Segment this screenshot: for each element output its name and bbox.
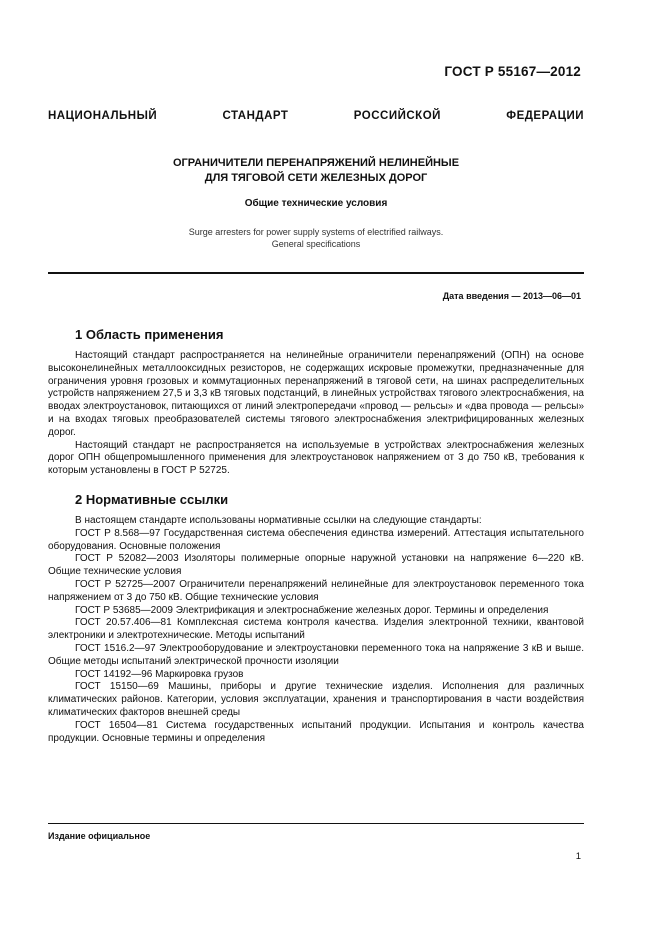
paragraph: Настоящий стандарт не распространяется на используемые в устройствах электроснабжения железных дорог ОПН общепромышленного применения для электроустановок напряжением от 3 до 750 кВ, требования к которым установлены в ГОСТ Р 52725. (48, 439, 584, 477)
document-body (48, 327, 584, 745)
official-edition-label: Издание официальное (48, 831, 151, 841)
reference-item: ГОСТ Р 53685—2009 Электрификация и электроснабжение железных дорог. Термины и определения (75, 604, 549, 616)
title-line-1: ОГРАНИЧИТЕЛИ ПЕРЕНАПРЯЖЕНИЙ НЕЛИНЕЙНЫЕ (172, 157, 460, 169)
page-number: 1 (575, 851, 581, 862)
document-subtitle: Общие технические условия (244, 198, 388, 209)
reference-item: ГОСТ 16504—81 Система государственных испытаний продукции. Испытания и контроль качества продукции. Основные термины и определения (48, 719, 584, 744)
footer-divider (48, 823, 584, 824)
reference-item: ГОСТ Р 52082—2003 Изоляторы полимерные опорные наружной установки на напряжение 6—220 кВ. Общие технические условия (48, 553, 584, 578)
national-standard-banner: НАЦИОНАЛЬНЫЙ СТАНДАРТ РОССИЙСКОЙ ФЕДЕРАЦИИ (48, 110, 584, 122)
introduction-date: Дата введения — 2013—06—01 (442, 291, 581, 301)
section-scope (48, 327, 584, 478)
title-line-2: ДЛЯ ТЯГОВОЙ СЕТИ ЖЕЛЕЗНЫХ ДОРОГ (204, 172, 428, 184)
english-title (48, 226, 584, 250)
section-normative-references (48, 492, 584, 745)
title-divider (48, 272, 584, 274)
reference-item: ГОСТ 20.57.406—81 Комплексная система контроля качества. Изделия электронной техники, квантовой электроники и электротехнические. Методы испытаний (48, 617, 584, 642)
reference-item: ГОСТ 14192—96 Маркировка грузов (75, 668, 244, 680)
gost-number: ГОСТ Р 55167—2012 (444, 64, 581, 79)
paragraph: Настоящий стандарт распространяется на нелинейные ограничители перенапряжений (ОПН) на основе высоконелинейных металлооксидных резисторов, не содержащих искровые промежутки, предназначенные для ограничения уровня грозовых и коммутационных перенапряжений в тяговой сети, на шинах распределительных устройств напряжением 27,5 и 3,3 кВ тяговых подстанций, в линейных устройствах тягового электроснабжения, на вводах электроустановок, питающихся от линий электропередачи «провод — рельсы» и «два провода — рельсы» и на входах тяговых преобразователей системы тягового электроснабжения электрифицированных железных дорог. (48, 350, 584, 438)
english-title-line-1: Surge arresters for power supply systems of electrified railways. (188, 227, 444, 237)
reference-item: ГОСТ 15150—69 Машины, приборы и другие технические изделия. Исполнения для различных климатических районов. Категории, условия эксплуатации, хранения и транспортирования в части воздействия климатических факторов внешней среды (48, 681, 584, 718)
paragraph: В настоящем стандарте использованы нормативные ссылки на следующие стандарты: (75, 514, 482, 526)
reference-item: ГОСТ 1516.2—97 Электрооборудование и электроустановки переменного тока на напряжение 3 кВ и выше. Общие методы испытаний электрической прочности изоляции (48, 642, 584, 667)
section-heading: 2 Нормативные ссылки (75, 491, 229, 507)
english-title-line-2: General specifications (271, 239, 361, 249)
reference-item: ГОСТ Р 8.568—97 Государственная система обеспечения единства измерений. Аттестация испытательного оборудования. Основные положения (48, 527, 584, 552)
section-heading: 1 Область применения (75, 327, 224, 342)
reference-item: ГОСТ Р 52725—2007 Ограничители перенапряжений нелинейные для электроустановок переменного тока напряжением от 3 до 750 кВ. Общие технические условия (48, 578, 584, 603)
document-title (48, 156, 584, 186)
